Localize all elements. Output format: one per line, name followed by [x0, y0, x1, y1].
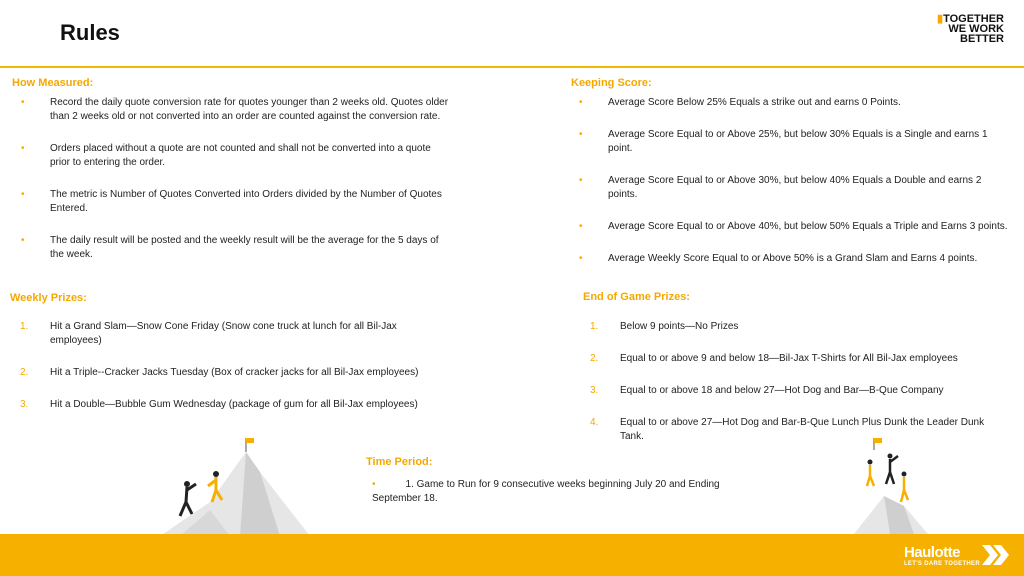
list-item: 3. Hit a Double—Bubble Gum Wednesday (package of gum for all Bil-Jax employees) — [20, 399, 418, 410]
list-item: • Orders placed without a quote are not counted and shall not be converted into a quote prior to entering the order. — [21, 143, 431, 168]
bullet-icon: • — [579, 129, 583, 140]
logo-line-1: TOGETHER — [943, 13, 1004, 25]
how-measured-heading: How Measured: — [12, 77, 94, 89]
list-item: • Average Score Below 25% Equals a strike out and earns 0 Points. — [579, 97, 901, 108]
footer-bar — [0, 534, 1024, 576]
number-marker: 1. — [590, 321, 599, 332]
how-measured-list — [10, 96, 450, 280]
logo-line-3: BETTER — [960, 33, 1004, 45]
list-item: • Average Score Equal to or Above 40%, but below 50% Equals a Triple and Earns 3 points. — [579, 221, 1008, 232]
summit-climbers-illustration — [854, 436, 928, 534]
bullet-icon: • — [579, 253, 583, 264]
list-item: 1. Hit a Grand Slam—Snow Cone Friday (Snow cone truck at lunch for all Bil-Jax employees) — [20, 321, 397, 346]
number-marker: 1. — [20, 321, 29, 332]
bullet-icon: • — [21, 143, 25, 154]
keeping-score-heading: Keeping Score: — [571, 77, 652, 89]
number-marker: 2. — [20, 367, 29, 378]
bullet-icon: • — [579, 221, 583, 232]
number-marker: 4. — [590, 417, 599, 428]
time-period-heading: Time Period: — [366, 456, 433, 468]
list-item: • Average Score Equal to or Above 25%, but below 30% Equals is a Single and earns 1 point. — [579, 129, 988, 154]
haulotte-logo — [904, 544, 980, 567]
time-period-text: • 1. Game to Run for 9 consecutive weeks beginning July 20 and Ending September 18. — [372, 479, 720, 504]
bullet-icon: • — [21, 235, 25, 246]
logo-line-2: WE WORK — [948, 23, 1004, 35]
end-prizes-list — [580, 320, 1010, 462]
number-marker: 2. — [590, 353, 599, 364]
end-prizes-heading: End of Game Prizes: — [583, 291, 690, 303]
header-divider — [0, 66, 1024, 68]
brand-name: Haulotte — [903, 544, 960, 561]
list-item: 1. Below 9 points—No Prizes — [590, 321, 739, 332]
bullet-icon: • — [21, 189, 25, 200]
weekly-prizes-list — [10, 320, 450, 430]
list-item: • Average Weekly Score Equal to or Above 50% is a Grand Slam and Earns 4 points. — [579, 253, 978, 264]
bullet-icon: • — [21, 97, 25, 108]
brand-tagline: LET'S DARE TOGETHER — [903, 561, 980, 567]
weekly-prizes-heading: Weekly Prizes: — [10, 292, 87, 304]
bullet-icon: • — [579, 175, 583, 186]
chevrons-icon — [982, 545, 1010, 565]
list-item: 2. Hit a Triple--Cracker Jacks Tuesday (Box of cracker jacks for all Bil-Jax employees) — [20, 367, 419, 378]
page-title: Rules — [60, 20, 120, 45]
list-item: • The daily result will be posted and the weekly result will be the average for the 5 days of the week. — [21, 235, 439, 260]
together-logo: ▮TOGETHER WE WORK BETTER — [937, 13, 1004, 45]
number-marker: 3. — [20, 399, 29, 410]
list-item: 3. Equal to or above 18 and below 27—Hot Dog and Bar—B-Que Company — [590, 385, 944, 396]
list-item: • The metric is Number of Quotes Converted into Orders divided by the Number of Quotes Entered. — [21, 189, 442, 214]
mountain-climbers-illustration — [150, 432, 320, 536]
bullet-icon: • — [372, 479, 376, 490]
list-item: 2. Equal to or above 9 and below 18—Bil-Jax T-Shirts for All Bil-Jax employees — [590, 353, 958, 364]
list-item: • Record the daily quote conversion rate for quotes younger than 2 weeks old. Quotes older than 2 weeks old or not converted into an order are counted against the conversion rate. — [21, 97, 449, 122]
number-marker: 3. — [590, 385, 599, 396]
list-item: 4. Equal to or above 27—Hot Dog and Bar-B-Que Lunch Plus Dunk the Leader Dunk Tank. — [590, 417, 985, 442]
list-item: • Average Score Equal to or Above 30%, but below 40% Equals a Double and earns 2 points. — [579, 175, 982, 200]
bullet-icon: • — [579, 97, 583, 108]
keeping-score-list — [568, 96, 1008, 284]
